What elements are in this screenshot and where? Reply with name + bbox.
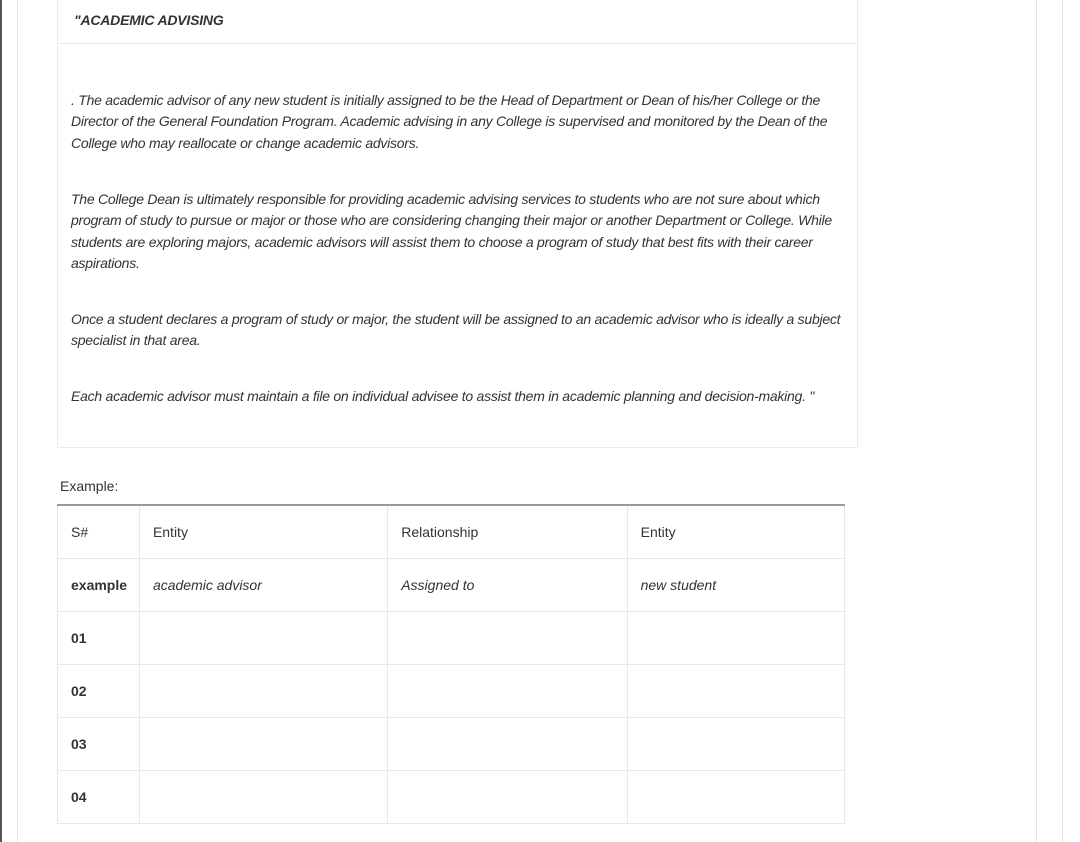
row-relationship-cell[interactable] xyxy=(388,665,627,718)
row-relationship-cell[interactable] xyxy=(388,771,627,824)
table-row xyxy=(58,665,845,718)
passage-title: "ACADEMIC ADVISING xyxy=(74,12,224,28)
row-serial: 02 xyxy=(58,665,140,718)
row-entity-2-cell[interactable] xyxy=(627,771,844,824)
row-entity-2-cell[interactable] xyxy=(627,665,844,718)
passage-paragraph-4: Each academic advisor must maintain a file on individual advisee to assist them in academic planning and decision-making. " xyxy=(71,388,815,404)
table-row-example xyxy=(58,559,845,612)
header-relationship: Relationship xyxy=(388,505,627,559)
passage-paragraph-2: The College Dean is ultimately responsible for providing academic advising services to students who are not sure about which program of study to pursue or major or those who are considering changing their major or another Department or College. While students are exploring majors, academic advisors will assist them to choose a program of study that best fits with their career aspirations. xyxy=(71,191,832,271)
example-entity-2: new student xyxy=(627,559,844,612)
row-relationship-cell[interactable] xyxy=(388,612,627,665)
table-row xyxy=(58,718,845,771)
header-entity-1: Entity xyxy=(139,505,387,559)
row-entity-1-cell[interactable] xyxy=(139,771,387,824)
row-serial: 04 xyxy=(58,771,140,824)
table-header-row xyxy=(58,505,845,559)
row-serial: 01 xyxy=(58,612,140,665)
passage-paragraph-1: . The academic advisor of any new student is initially assigned to be the Head of Department or Dean of his/her College or the Director of the General Foundation Program. Academic advising in any College is supervised and monitored by the Dean of the College who may reallocate or change academic advisors. xyxy=(71,92,828,151)
row-entity-1-cell[interactable] xyxy=(139,612,387,665)
passage-box xyxy=(57,0,858,448)
row-relationship-cell[interactable] xyxy=(388,718,627,771)
row-entity-2-cell[interactable] xyxy=(627,718,844,771)
header-serial: S# xyxy=(58,505,140,559)
example-relationship: Assigned to xyxy=(388,559,627,612)
table-row xyxy=(58,771,845,824)
example-label: Example: xyxy=(60,478,119,494)
example-serial: example xyxy=(58,559,140,612)
passage-paragraph-3: Once a student declares a program of study or major, the student will be assigned to an academic advisor who is ideally a subject specialist in that area. xyxy=(71,311,841,349)
example-entity-1: academic advisor xyxy=(139,559,387,612)
window-left-edge xyxy=(0,0,2,842)
row-serial: 03 xyxy=(58,718,140,771)
header-entity-2: Entity xyxy=(627,505,844,559)
row-entity-1-cell[interactable] xyxy=(139,665,387,718)
table-row xyxy=(58,612,845,665)
entity-relationship-table xyxy=(57,504,845,824)
passage-header xyxy=(58,0,857,44)
row-entity-2-cell[interactable] xyxy=(627,612,844,665)
scroll-track-edge xyxy=(1062,0,1063,842)
row-entity-1-cell[interactable] xyxy=(139,718,387,771)
